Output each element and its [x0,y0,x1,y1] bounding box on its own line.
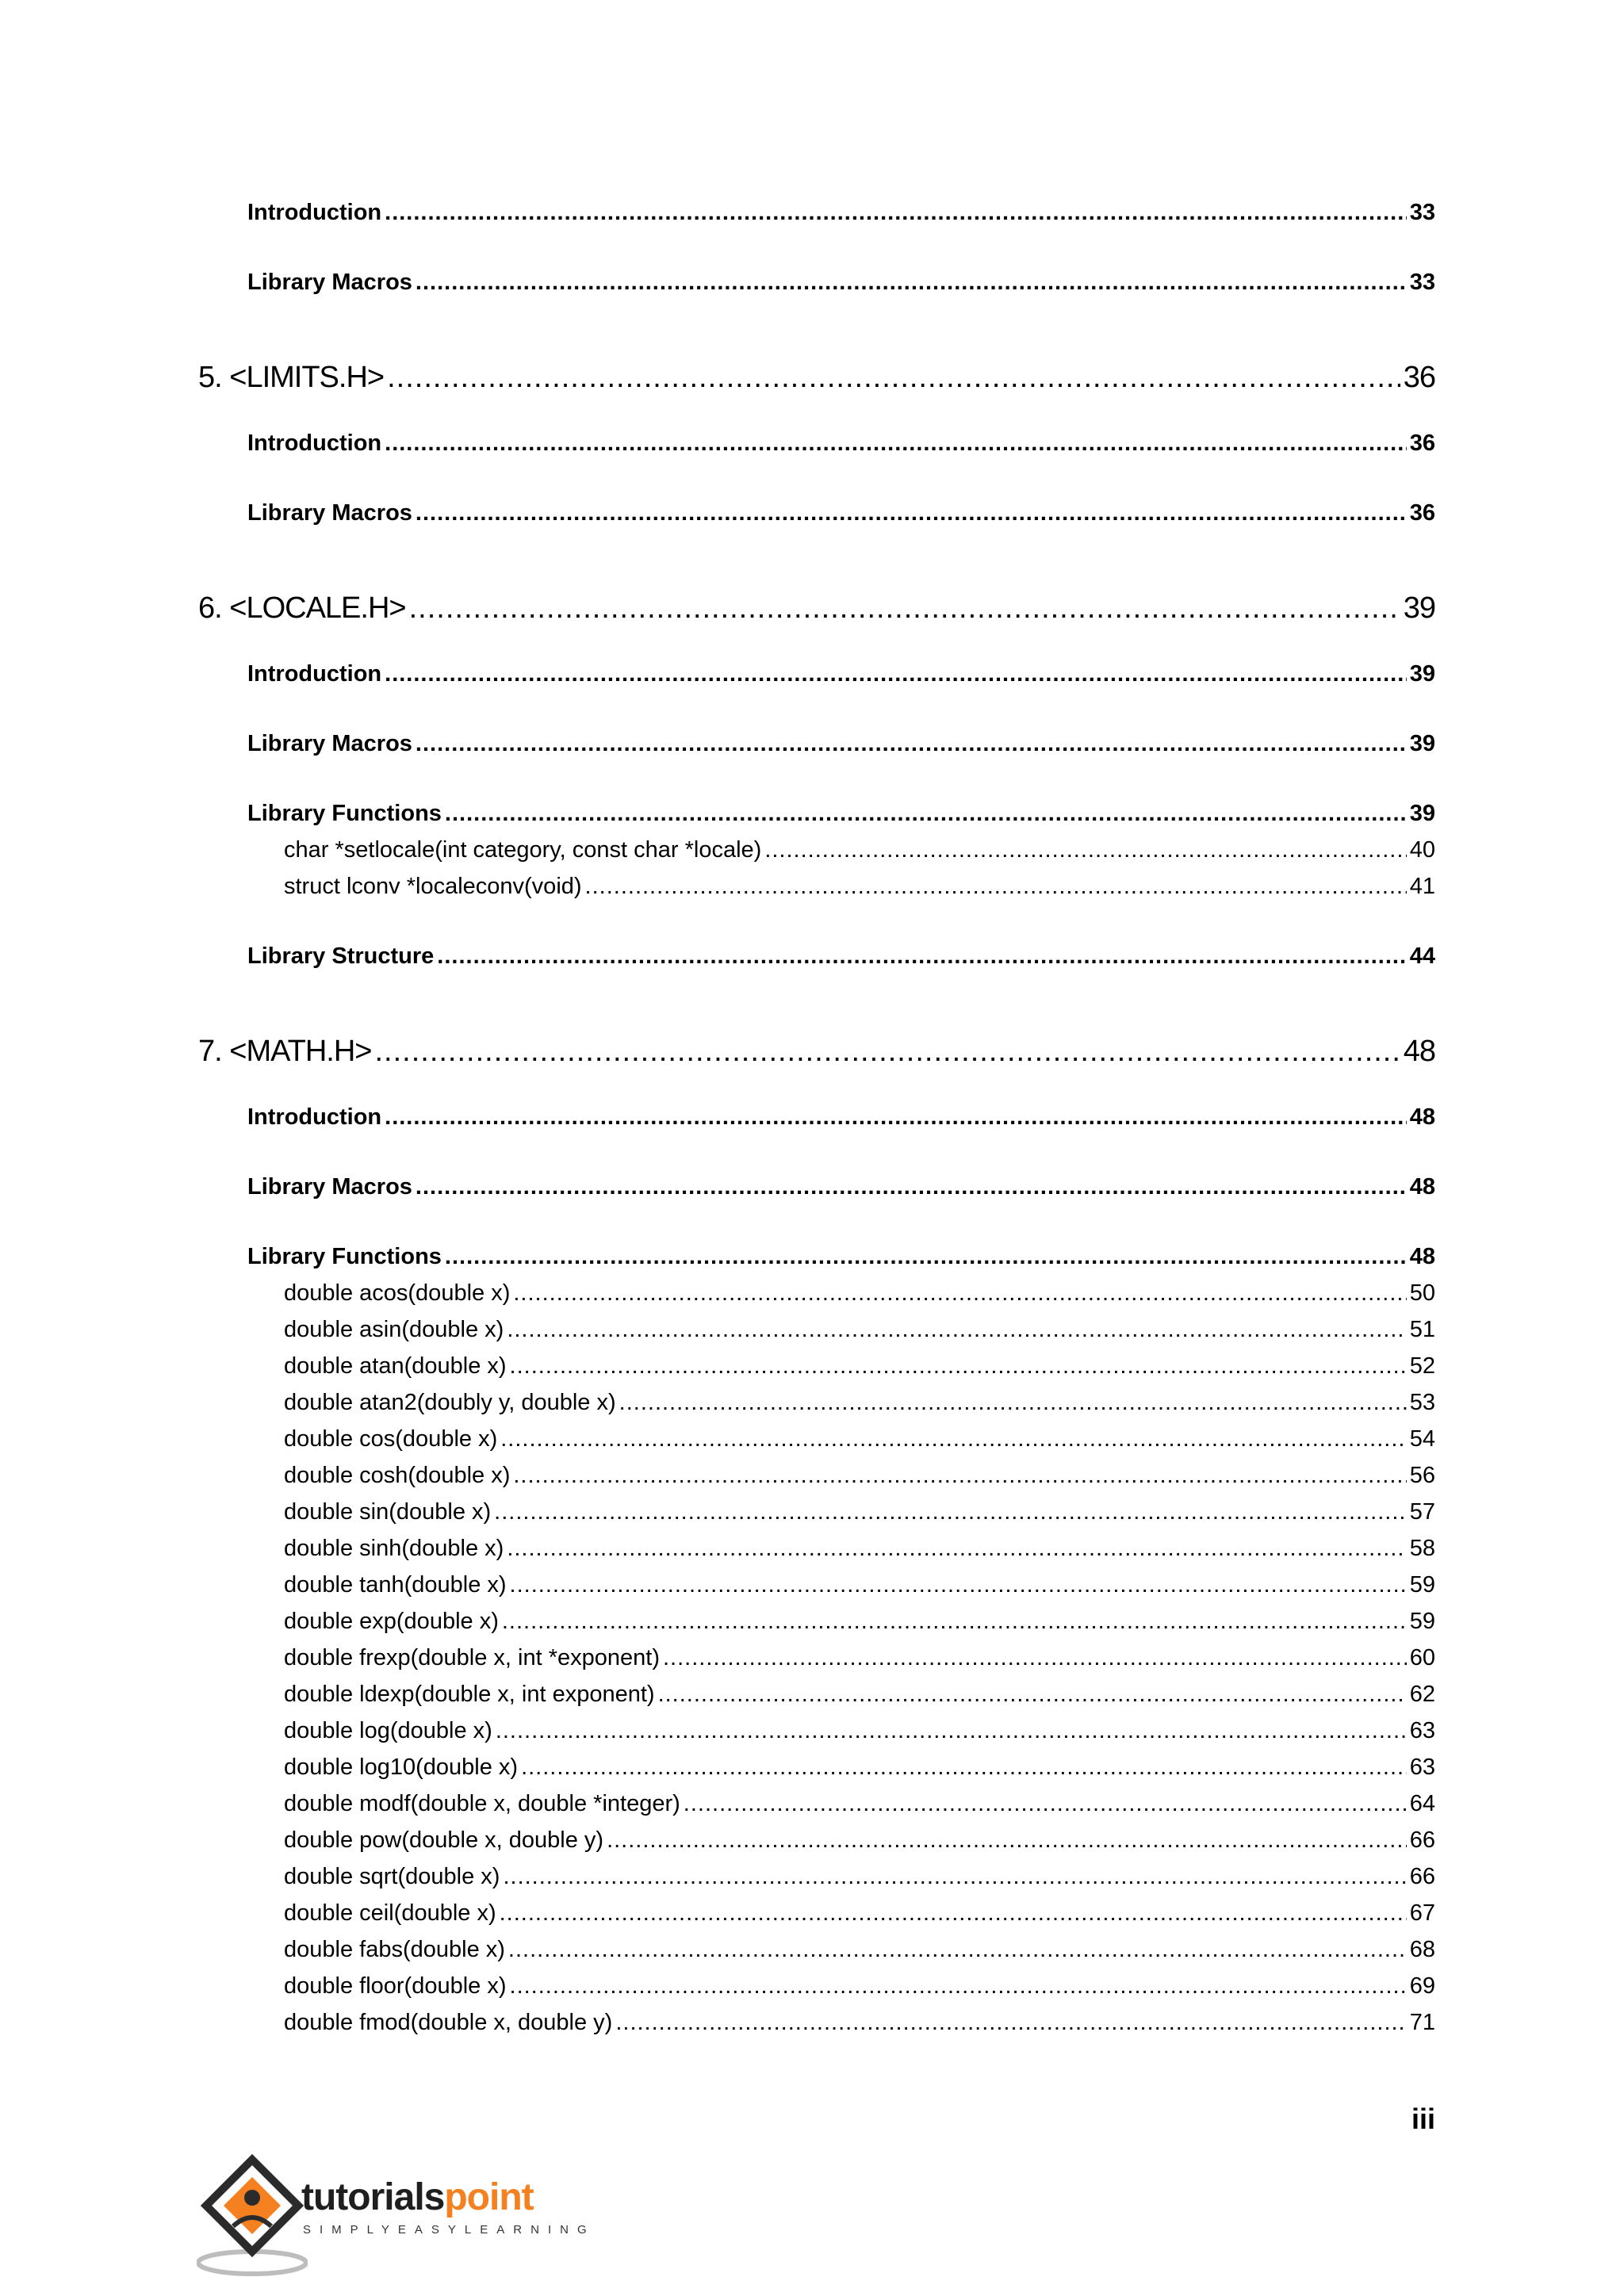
toc-dot-leader [503,1864,1406,1890]
toc-entry-label: double acos(double x) [284,1280,511,1306]
toc-entry-func[interactable] [284,874,1435,900]
logo-word-tutorials: tutorials [301,2176,445,2218]
toc-entry-page: 39 [1409,801,1435,826]
toc-dot-leader [416,270,1407,296]
toc-entry-page: 59 [1409,1609,1435,1634]
toc-entry-page: 58 [1409,1536,1435,1561]
toc-entry-page: 50 [1409,1280,1435,1306]
toc-dot-leader [585,874,1407,900]
toc-entry-chapter[interactable] [198,1035,1435,1069]
toc-entry-page: 71 [1409,2010,1435,2035]
toc-entry-page: 48 [1409,1174,1435,1200]
toc-entry-label: double ceil(double x) [284,1900,496,1926]
toc-entry-label: double tanh(double x) [284,1572,507,1598]
toc-entry-page: 40 [1409,837,1435,863]
logo-emblem-icon [197,2153,308,2280]
toc-entry-func[interactable] [284,1390,1435,1416]
toc-entry-func[interactable] [284,1353,1435,1380]
toc-dot-leader [416,1174,1407,1200]
toc-entry-page: 52 [1409,1353,1435,1379]
toc-entry-func[interactable] [284,1827,1435,1854]
toc-entry-func[interactable] [284,1973,1435,1999]
toc-dot-leader [764,837,1406,863]
toc-dot-leader [445,1244,1407,1270]
toc-entry-func[interactable] [284,1755,1435,1781]
toc-dot-leader [500,1900,1407,1927]
toc-entry-func[interactable] [284,2010,1435,2036]
toc-entry-page: 66 [1409,1864,1435,1889]
toc-entry-section[interactable] [247,500,1435,526]
toc-entry-page: 39 [1409,661,1435,687]
toc-entry-label: Library Macros [247,270,412,295]
toc-entry-page: 69 [1409,1973,1435,1999]
toc-entry-label: double frexp(double x, int *exponent) [284,1645,660,1670]
toc-entry-section[interactable] [247,1104,1435,1131]
toc-dot-leader [374,1035,1400,1069]
toc-entry-page: 56 [1409,1463,1435,1488]
toc-dot-leader [507,1536,1406,1562]
toc-entry-label: double log10(double x) [284,1755,519,1780]
toc-entry-func[interactable] [284,1900,1435,1927]
toc-dot-leader [607,1827,1407,1854]
toc-dot-leader [445,801,1407,827]
toc-entry-page: 67 [1409,1900,1435,1926]
toc-entry-section[interactable] [247,731,1435,757]
toc-entry-page: 53 [1409,1390,1435,1415]
toc-entry-page: 63 [1409,1718,1435,1743]
toc-entry-label: double sin(double x) [284,1499,492,1525]
toc-entry-func[interactable] [284,1426,1435,1452]
toc-entry-label: struct lconv *localeconv(void) [284,874,582,899]
page-number: iii [1411,2103,1435,2135]
toc-dot-leader [416,500,1407,526]
toc-dot-leader [684,1791,1407,1817]
toc-entry-page: 33 [1409,200,1435,225]
toc-entry-page: 62 [1409,1682,1435,1707]
toc-entry-label: double floor(double x) [284,1973,507,1999]
toc-entry-label: Library Functions [247,801,442,826]
toc-dot-leader [510,1572,1407,1598]
toc-dot-leader [385,661,1407,687]
toc-dot-leader [521,1755,1407,1781]
toc-entry-func[interactable] [284,1682,1435,1708]
toc-entry-section[interactable] [247,200,1435,226]
toc-dot-leader [510,1353,1407,1380]
toc-entry-label: double log(double x) [284,1718,492,1743]
toc-entry-func[interactable] [284,1609,1435,1635]
toc-entry-section[interactable] [247,1174,1435,1200]
toc-dot-leader [385,200,1407,226]
toc-entry-section[interactable] [247,430,1435,457]
toc-dot-leader [513,1280,1406,1307]
toc-dot-leader [502,1609,1407,1635]
toc-entry-section[interactable] [247,1244,1435,1270]
toc-entry-page: 63 [1409,1755,1435,1780]
toc-entry-label: double sqrt(double x) [284,1864,500,1889]
toc-entry-func[interactable] [284,837,1435,863]
toc-dot-leader [500,1426,1407,1452]
toc-entry-label: double ldexp(double x, int exponent) [284,1682,655,1707]
toc-dot-leader [658,1682,1407,1708]
toc-entry-label: double exp(double x) [284,1609,499,1634]
toc-dot-leader [615,2010,1406,2036]
logo-wordmark [301,2175,534,2219]
toc-entry-label: Introduction [247,430,382,456]
toc-entry-page: 66 [1409,1827,1435,1853]
toc-entry-page: 36 [1409,500,1435,526]
toc-dot-leader [513,1463,1406,1489]
toc-entry-label: Library Functions [247,1244,442,1269]
toc-entry-section[interactable] [247,943,1435,970]
toc-entry-label: char *setlocale(int category, const char *locale) [284,837,762,863]
toc-entry-page: 59 [1409,1572,1435,1598]
toc-entry-page: 36 [1409,430,1435,456]
toc-entry-label: 5. <LIMITS.H> [198,361,385,394]
toc-entry-page: 39 [1409,731,1435,756]
toc-entry-func[interactable] [284,1499,1435,1525]
toc-entry-func[interactable] [284,1791,1435,1817]
toc-entry-page: 57 [1409,1499,1435,1525]
logo-word-point: point [444,2176,534,2218]
toc-entry-page: 39 [1403,591,1435,625]
tutorialspoint-logo [197,2153,596,2280]
toc-dot-leader [437,943,1406,970]
toc-entry-func[interactable] [284,1718,1435,1744]
toc-entry-page: 48 [1409,1104,1435,1130]
toc-dot-leader [385,430,1407,457]
toc-entry-section[interactable] [247,661,1435,687]
toc-entry-chapter[interactable] [198,591,1435,626]
toc-entry-page: 48 [1409,1244,1435,1269]
toc-entry-page: 54 [1409,1426,1435,1452]
toc-entry-label: double asin(double x) [284,1317,504,1342]
toc-entry-label: Introduction [247,200,382,225]
toc-entry-section[interactable] [247,801,1435,827]
toc-dot-leader [496,1718,1407,1744]
toc-entry-label: double atan(double x) [284,1353,507,1379]
toc-dot-leader [494,1499,1407,1525]
toc-entry-page: 60 [1409,1645,1435,1670]
toc-entry-section[interactable] [247,270,1435,296]
toc-entry-page: 44 [1409,943,1435,969]
toc-entry-chapter[interactable] [198,361,1435,395]
toc-entry-label: 6. <LOCALE.H> [198,591,406,625]
toc-entry-func[interactable] [284,1572,1435,1598]
toc-entry-page: 33 [1409,270,1435,295]
toc-dot-leader [508,1937,1407,1963]
toc-entry-label: double cosh(double x) [284,1463,511,1488]
toc-entry-label: Library Macros [247,731,412,756]
toc-entry-page: 68 [1409,1937,1435,1962]
toc-entry-func[interactable] [284,1536,1435,1562]
toc-dot-leader [510,1973,1407,1999]
toc-dot-leader [619,1390,1407,1416]
toc-entry-label: Library Structure [247,943,435,969]
toc-entry-label: double pow(double x, double y) [284,1827,604,1853]
toc-dot-leader [409,591,1400,626]
toc-entry-func[interactable] [284,1864,1435,1890]
toc-entry-label: Library Macros [247,1174,412,1200]
toc-entry-page: 41 [1409,874,1435,899]
toc-entry-page: 64 [1409,1791,1435,1816]
toc-entry-page: 36 [1403,361,1435,394]
toc-entry-func[interactable] [284,1645,1435,1671]
toc-dot-leader [663,1645,1407,1671]
toc-entry-label: double atan2(doubly y, double x) [284,1390,616,1415]
toc-dot-leader [385,1104,1407,1131]
toc-entry-label: double fmod(double x, double y) [284,2010,613,2035]
toc-entry-label: 7. <MATH.H> [198,1035,372,1068]
logo-tagline: SIMPLYEASYLEARNING [303,2223,596,2237]
toc-entry-func[interactable] [284,1463,1435,1489]
toc-entry-page: 48 [1403,1035,1435,1068]
toc-entry-page: 51 [1409,1317,1435,1342]
toc-dot-leader [507,1317,1406,1343]
toc-entry-label: double modf(double x, double *integer) [284,1791,680,1816]
toc-entry-label: double sinh(double x) [284,1536,504,1561]
toc-dot-leader [416,731,1407,757]
toc-entry-label: double fabs(double x) [284,1937,505,1962]
toc-entry-func[interactable] [284,1280,1435,1307]
toc-entry-label: Introduction [247,661,382,687]
toc-dot-leader [387,361,1400,395]
toc-entry-label: double cos(double x) [284,1426,498,1452]
toc-entry-label: Introduction [247,1104,382,1130]
toc-entry-func[interactable] [284,1937,1435,1963]
toc-entry-label: Library Macros [247,500,412,526]
toc-entry-func[interactable] [284,1317,1435,1343]
